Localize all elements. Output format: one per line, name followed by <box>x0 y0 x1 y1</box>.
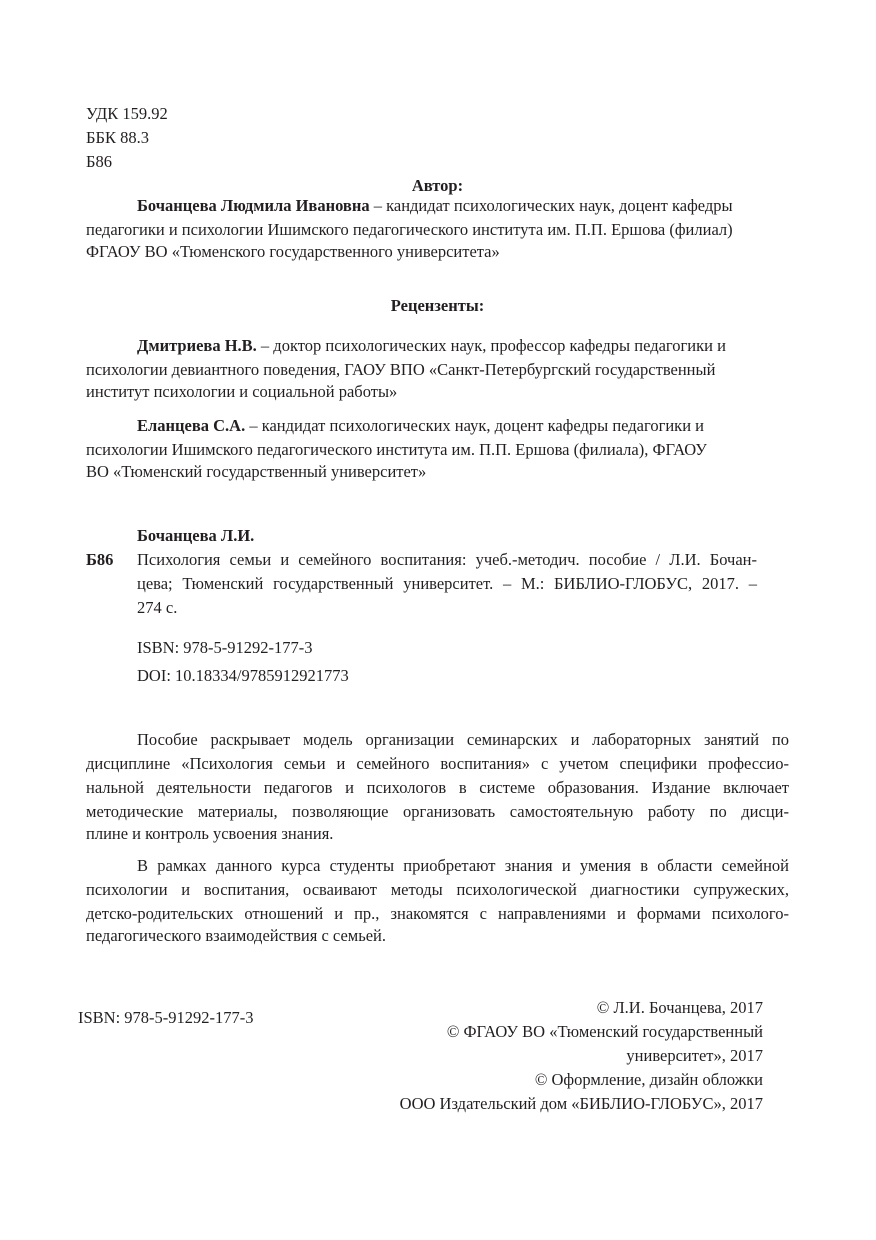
reviewers-heading: Рецензенты: <box>390 296 485 315</box>
author-line-1 <box>86 194 789 218</box>
copyright-university-line-2: университет», 2017 <box>626 1046 763 1065</box>
bib-line-2: цева; Тюменский государственный университет. – М.: БИБЛИО-ГЛОБУС, 2017. – <box>137 574 757 593</box>
author-line-3: ФГАОУ ВО «Тюменского государственного университета» <box>86 242 500 261</box>
author-line-1-rest: – кандидат психологических наук, доцент кафедры <box>369 196 733 215</box>
reviewer-1-line-2: психологии девиантного поведения, ГАОУ ВПО «Санкт-Петербургский государственный <box>86 360 716 379</box>
reviewer-2-line-1-rest: – кандидат психологических наук, доцент кафедры педагогики и <box>245 416 704 435</box>
copyright-university-line-1: © ФГАОУ ВО «Тюменский государственный <box>446 1022 763 1041</box>
bib-line-3: 274 с. <box>137 598 178 617</box>
author-mark-code: Б86 <box>86 152 112 171</box>
abstract-p2-line-4: педагогического взаимодействия с семьей. <box>86 926 387 945</box>
footer-isbn: ISBN: 978-5-91292-177-3 <box>78 1008 254 1027</box>
bib-author-mark: Б86 <box>86 550 114 569</box>
copyright-design-line-1: © Оформление, дизайн обложки <box>534 1070 763 1089</box>
bib-author-heading: Бочанцева Л.И. <box>137 526 255 545</box>
bib-doi: DOI: 10.18334/9785912921773 <box>137 666 349 685</box>
reviewer-2-name: Еланцева С.А. <box>137 416 246 435</box>
author-heading: Автор: <box>411 176 464 195</box>
bib-isbn: ISBN: 978-5-91292-177-3 <box>137 638 313 657</box>
udk-code: УДК 159.92 <box>86 104 168 123</box>
abstract-p2-line-1: В рамках данного курса студенты приобретают знания и умения в области семейной <box>137 856 789 875</box>
reviewer-2-line-2: психологии Ишимского педагогического института им. П.П. Ершова (филиала), ФГАОУ <box>86 440 707 459</box>
copyright-design-line-2: ООО Издательский дом «БИБЛИО-ГЛОБУС», 2017 <box>399 1094 763 1113</box>
reviewer-2-line-1 <box>86 414 789 438</box>
abstract-p1-line-4: методические материалы, позволяющие организовать самостоятельную работу по дисци- <box>86 802 789 821</box>
abstract-p2-line-2: психологии и воспитания, осваивают методы психологической диагностики супружеских, <box>86 880 789 899</box>
abstract-p1-line-2: дисциплине «Психология семьи и семейного воспитания» с учетом специфики профессио- <box>86 754 789 773</box>
abstract-p1-line-5: плине и контроль усвоения знания. <box>86 824 334 843</box>
reviewer-1-name: Дмитриева Н.В. <box>137 336 257 355</box>
reviewer-2-line-3: ВО «Тюменский государственный университет» <box>86 462 427 481</box>
author-line-2: педагогики и психологии Ишимского педагогического института им. П.П. Ершова (филиал) <box>86 220 733 239</box>
abstract-p1-line-3: нальной деятельности педагогов и психологов в системе образования. Издание включает <box>86 778 789 797</box>
abstract-p1-line-1: Пособие раскрывает модель организации семинарских и лабораторных занятий по <box>137 730 789 749</box>
copyright-author: © Л.И. Бочанцева, 2017 <box>596 998 763 1017</box>
reviewer-1-line-1-rest: – доктор психологических наук, профессор кафедры педагогики и <box>256 336 726 355</box>
reviewer-1-line-3: институт психологии и социальной работы» <box>86 382 398 401</box>
bbk-code: ББК 88.3 <box>86 128 149 147</box>
bib-line-1: Психология семьи и семейного воспитания: учеб.-методич. пособие / Л.И. Бочан- <box>137 550 757 569</box>
author-name: Бочанцева Людмила Ивановна <box>137 196 370 215</box>
abstract-p2-line-3: детско-родительских отношений и пр., знакомятся с направлениями и формами психолого- <box>86 904 789 923</box>
reviewer-1-line-1 <box>86 334 789 358</box>
